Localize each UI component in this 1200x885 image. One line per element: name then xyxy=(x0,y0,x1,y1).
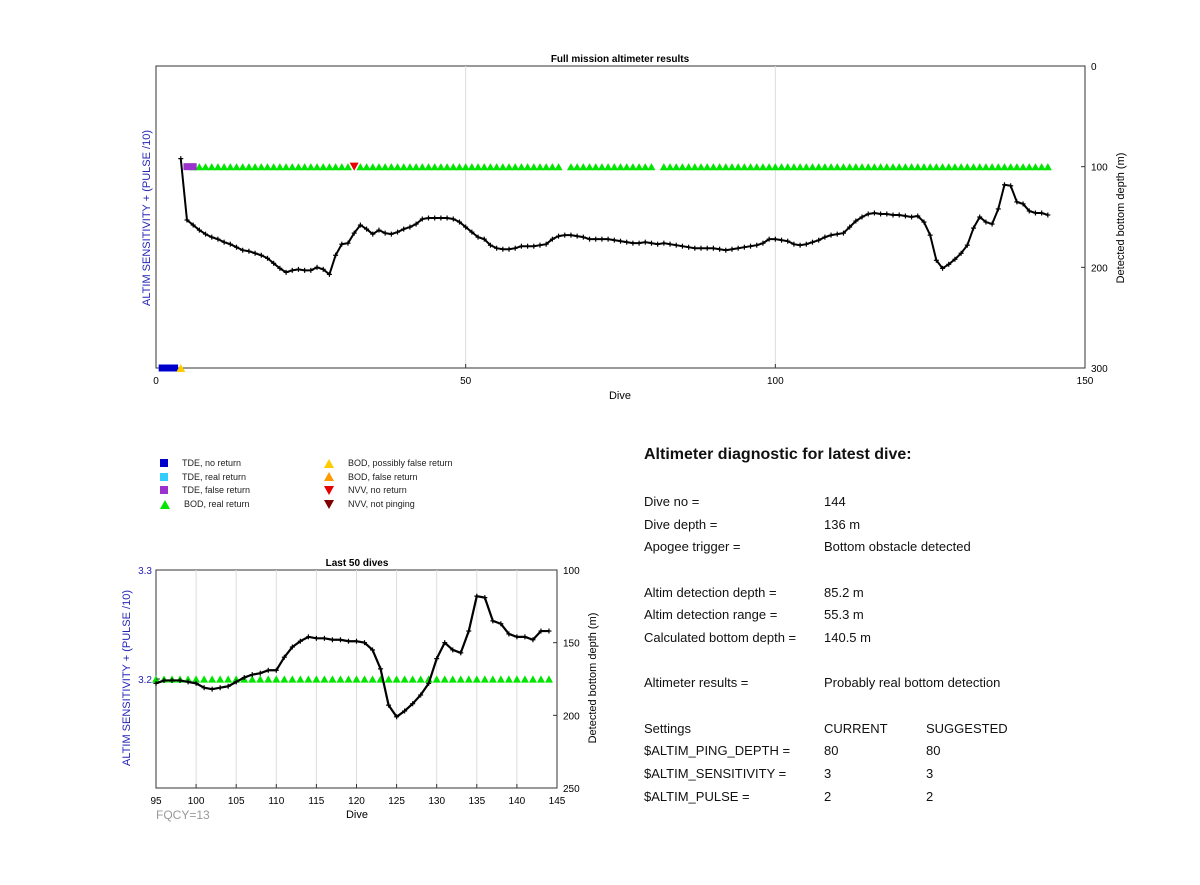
legend-item xyxy=(160,499,250,509)
setting-current: 2 xyxy=(824,788,832,804)
setting-current: 80 xyxy=(824,743,839,759)
dive-depth-row xyxy=(644,513,1164,536)
bot-y-tick-label-right: 250 xyxy=(563,784,580,795)
bot-y-tick-label-right: 100 xyxy=(563,566,580,577)
bot-ylabel-right: Detected bottom depth (m) xyxy=(587,612,599,744)
legend-marker xyxy=(324,472,334,481)
top-y-tick-label: 100 xyxy=(1091,162,1108,174)
diagnostic-title: Altimeter diagnostic for latest dive: xyxy=(644,446,912,463)
dive-depth-value: 136 m xyxy=(824,516,861,532)
legend-item xyxy=(160,472,246,482)
bot-x-tick-label: 135 xyxy=(468,796,486,807)
bot-x-tick-label: 145 xyxy=(548,796,566,807)
calc-depth-row xyxy=(644,626,1164,649)
legend-item xyxy=(324,485,407,495)
settings-label: Settings xyxy=(644,720,691,736)
legend-label: TDE, no return xyxy=(182,458,242,468)
bot-xlabel: Dive xyxy=(345,809,369,821)
top-y-tick-label: 0 xyxy=(1091,62,1097,73)
legend-marker xyxy=(160,473,168,481)
legend-item xyxy=(324,499,415,509)
legend-item xyxy=(160,458,241,468)
bot-x-tick-label: 105 xyxy=(227,796,245,807)
results-value: Probably real bottom detection xyxy=(824,675,1001,691)
tde-marker xyxy=(165,365,172,372)
setting-suggested: 80 xyxy=(926,743,941,759)
dive-depth-label: Dive depth = xyxy=(644,516,718,532)
setting-name: $ALTIM_SENSITIVITY = xyxy=(644,766,787,782)
setting-suggested: 3 xyxy=(926,766,934,782)
altim-range-label: Altim detection range = xyxy=(644,607,778,623)
current-label: CURRENT xyxy=(824,720,888,736)
tde-marker xyxy=(190,163,197,170)
altim-range-value: 55.3 m xyxy=(824,607,864,623)
top-y-tick-label: 200 xyxy=(1091,263,1108,275)
bot-y-tick-label-left: 3.2 xyxy=(138,675,152,686)
legend-label: NVV, no return xyxy=(348,485,407,496)
legend-marker xyxy=(324,459,334,468)
bot-x-tick-label: 120 xyxy=(348,796,365,807)
bot-x-tick-label: 110 xyxy=(268,796,285,807)
bot-chart-title: Last 50 dives xyxy=(325,558,389,569)
results-row xyxy=(644,672,1164,695)
bot-x-tick-label: 125 xyxy=(388,796,405,807)
top-chart-title: Full mission altimeter results xyxy=(550,54,690,65)
apogee-value: Bottom obstacle detected xyxy=(824,539,971,555)
settings-row xyxy=(644,740,1164,763)
legend-marker xyxy=(324,500,334,509)
bot-x-tick-label: 115 xyxy=(308,796,325,807)
full-mission-chart xyxy=(141,54,1127,402)
legend-label: BOD, real return xyxy=(184,499,250,510)
legend-label: TDE, real return xyxy=(182,471,247,482)
altim-range-row xyxy=(644,603,1164,626)
legend-item xyxy=(324,472,418,482)
results-label: Altimeter results = xyxy=(644,675,749,691)
legend-label: BOD, false return xyxy=(348,471,418,482)
altim-depth-row xyxy=(644,581,1164,604)
legend-marker xyxy=(324,486,334,495)
bot-x-tick-label: 130 xyxy=(428,796,446,807)
top-ylabel-left: ALTIM SENSITIVITY + (PULSE /10) xyxy=(141,130,153,306)
settings-row xyxy=(644,762,1164,785)
tde-marker xyxy=(183,163,190,170)
top-y-tick-label: 300 xyxy=(1091,364,1108,375)
legend-item xyxy=(160,485,250,495)
top-x-tick-label: 0 xyxy=(153,376,159,387)
bot-x-tick-label: 140 xyxy=(508,796,526,807)
bot-y-tick-label-right: 150 xyxy=(563,638,580,650)
setting-current: 3 xyxy=(824,766,832,782)
apogee-label: Apogee trigger = xyxy=(644,539,741,555)
tde-marker xyxy=(159,365,166,372)
altim-depth-label: Altim detection depth = xyxy=(644,584,777,600)
top-plot-area xyxy=(156,66,1085,368)
top-xlabel: Dive xyxy=(608,390,632,402)
legend-marker xyxy=(160,500,170,509)
calc-depth-value: 140.5 m xyxy=(824,629,871,645)
altimeter-diagnostic-panel xyxy=(644,446,1164,808)
settings-row xyxy=(644,785,1164,808)
top-x-tick-label: 150 xyxy=(1076,376,1094,387)
last-50-dives-chart xyxy=(121,558,599,821)
tde-marker xyxy=(171,365,178,372)
top-x-tick-label: 100 xyxy=(766,376,784,387)
bot-y-tick-label-right: 200 xyxy=(563,711,580,723)
bot-ylabel-left: ALTIM SENSITIVITY + (PULSE /10) xyxy=(121,590,133,766)
top-ylabel-right: Detected bottom depth (m) xyxy=(1115,152,1127,284)
calc-depth-label: Calculated bottom depth = xyxy=(644,629,797,645)
legend-marker xyxy=(160,459,168,467)
bot-x-tick-label: 100 xyxy=(187,796,205,807)
legend-label: NVV, not pinging xyxy=(348,499,415,510)
legend-label: TDE, false return xyxy=(182,485,251,496)
suggested-label: SUGGESTED xyxy=(926,720,1008,736)
setting-name: $ALTIM_PING_DEPTH = xyxy=(644,743,791,759)
fqcy-label: FQCY=13 xyxy=(156,808,210,822)
legend-item xyxy=(324,458,453,468)
bot-y-tick-label-left: 3.3 xyxy=(138,566,152,577)
legend-marker xyxy=(160,486,168,494)
top-x-tick-label: 50 xyxy=(460,376,472,387)
dive-no-row xyxy=(644,490,1164,513)
altim-depth-value: 85.2 m xyxy=(824,584,864,600)
legend-label: BOD, possibly false return xyxy=(348,458,453,468)
setting-suggested: 2 xyxy=(926,788,934,804)
dive-no-value: 144 xyxy=(824,493,846,509)
setting-name: $ALTIM_PULSE = xyxy=(644,788,750,804)
bot-x-tick-label: 95 xyxy=(150,796,162,807)
dive-no-label: Dive no = xyxy=(644,493,700,509)
apogee-row xyxy=(644,535,1164,558)
settings-header-row xyxy=(644,717,1164,740)
